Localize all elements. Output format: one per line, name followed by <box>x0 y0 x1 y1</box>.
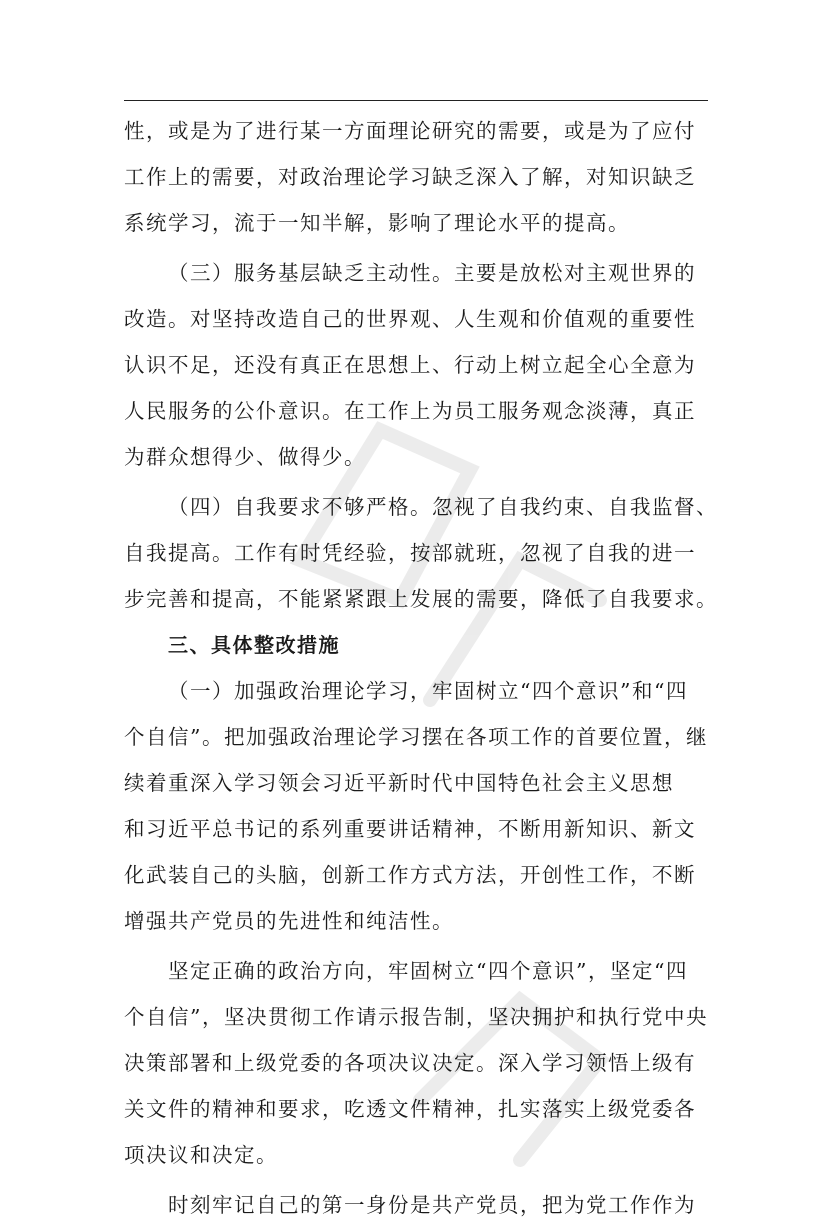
paragraph-line: （一）加强政治理论学习，牢固树立“四个意识”和“四 <box>168 679 688 703</box>
paragraph-line: 和习近平总书记的系列重要讲话精神，不断用新知识、新文 <box>124 817 696 841</box>
paragraph-line: 步完善和提高，不能紧紧跟上发展的需要，降低了自我要求。 <box>124 587 718 611</box>
paragraph-line: （四）自我要求不够严格。忽视了自我约束、自我监督、 <box>168 495 718 519</box>
paragraph-line: 改造。对坚持改造自己的世界观、人生观和价值观的重要性 <box>124 307 696 331</box>
header-rule <box>124 100 708 101</box>
paragraph-line: 续着重深入学习领会习近平新时代中国特色社会主义思想 <box>124 771 674 795</box>
paragraph-line: 为群众想得少、做得少。 <box>124 445 366 469</box>
paragraph-line: 决策部署和上级党委的各项决议决定。深入学习领悟上级有 <box>124 1051 696 1075</box>
paragraph-line: 人民服务的公仆意识。在工作上为员工服务观念淡薄，真正 <box>124 399 696 423</box>
paragraph-line: 项决议和决定。 <box>124 1143 278 1167</box>
paragraph-line: 时刻牢记自己的第一身份是共产党员，把为党工作作为 <box>168 1193 696 1217</box>
paragraph-line: （三）服务基层缺乏主动性。主要是放松对主观世界的 <box>168 261 696 285</box>
document-body <box>124 108 718 1228</box>
section-heading: 三、具体整改措施 <box>168 633 340 657</box>
paragraph-line: 自我提高。工作有时凭经验，按部就班，忽视了自我的进一 <box>124 541 696 565</box>
paragraph-line: 认识不足，还没有真正在思想上、行动上树立起全心全意为 <box>124 353 696 377</box>
paragraph-line: 坚定正确的政治方向，牢固树立“四个意识”，坚定“四 <box>168 959 688 983</box>
paragraph-line: 性，或是为了进行某一方面理论研究的需要，或是为了应付 <box>124 119 696 143</box>
paragraph-line: 关文件的精神和要求，吃透文件精神，扎实落实上级党委各 <box>124 1097 696 1121</box>
paragraph-line: 增强共产党员的先进性和纯洁性。 <box>124 909 454 933</box>
paragraph-line: 化武装自己的头脑，创新工作方式方法，开创性工作，不断 <box>124 863 696 887</box>
paragraph-line: 系统学习，流于一知半解，影响了理论水平的提高。 <box>124 211 630 235</box>
paragraph-line: 工作上的需要，对政治理论学习缺乏深入了解，对知识缺乏 <box>124 165 696 189</box>
paragraph-line: 个自信”，坚决贯彻工作请示报告制，坚决拥护和执行党中央 <box>124 1005 708 1029</box>
paragraph-line: 个自信”。把加强政治理论学习摆在各项工作的首要位置，继 <box>124 725 708 749</box>
